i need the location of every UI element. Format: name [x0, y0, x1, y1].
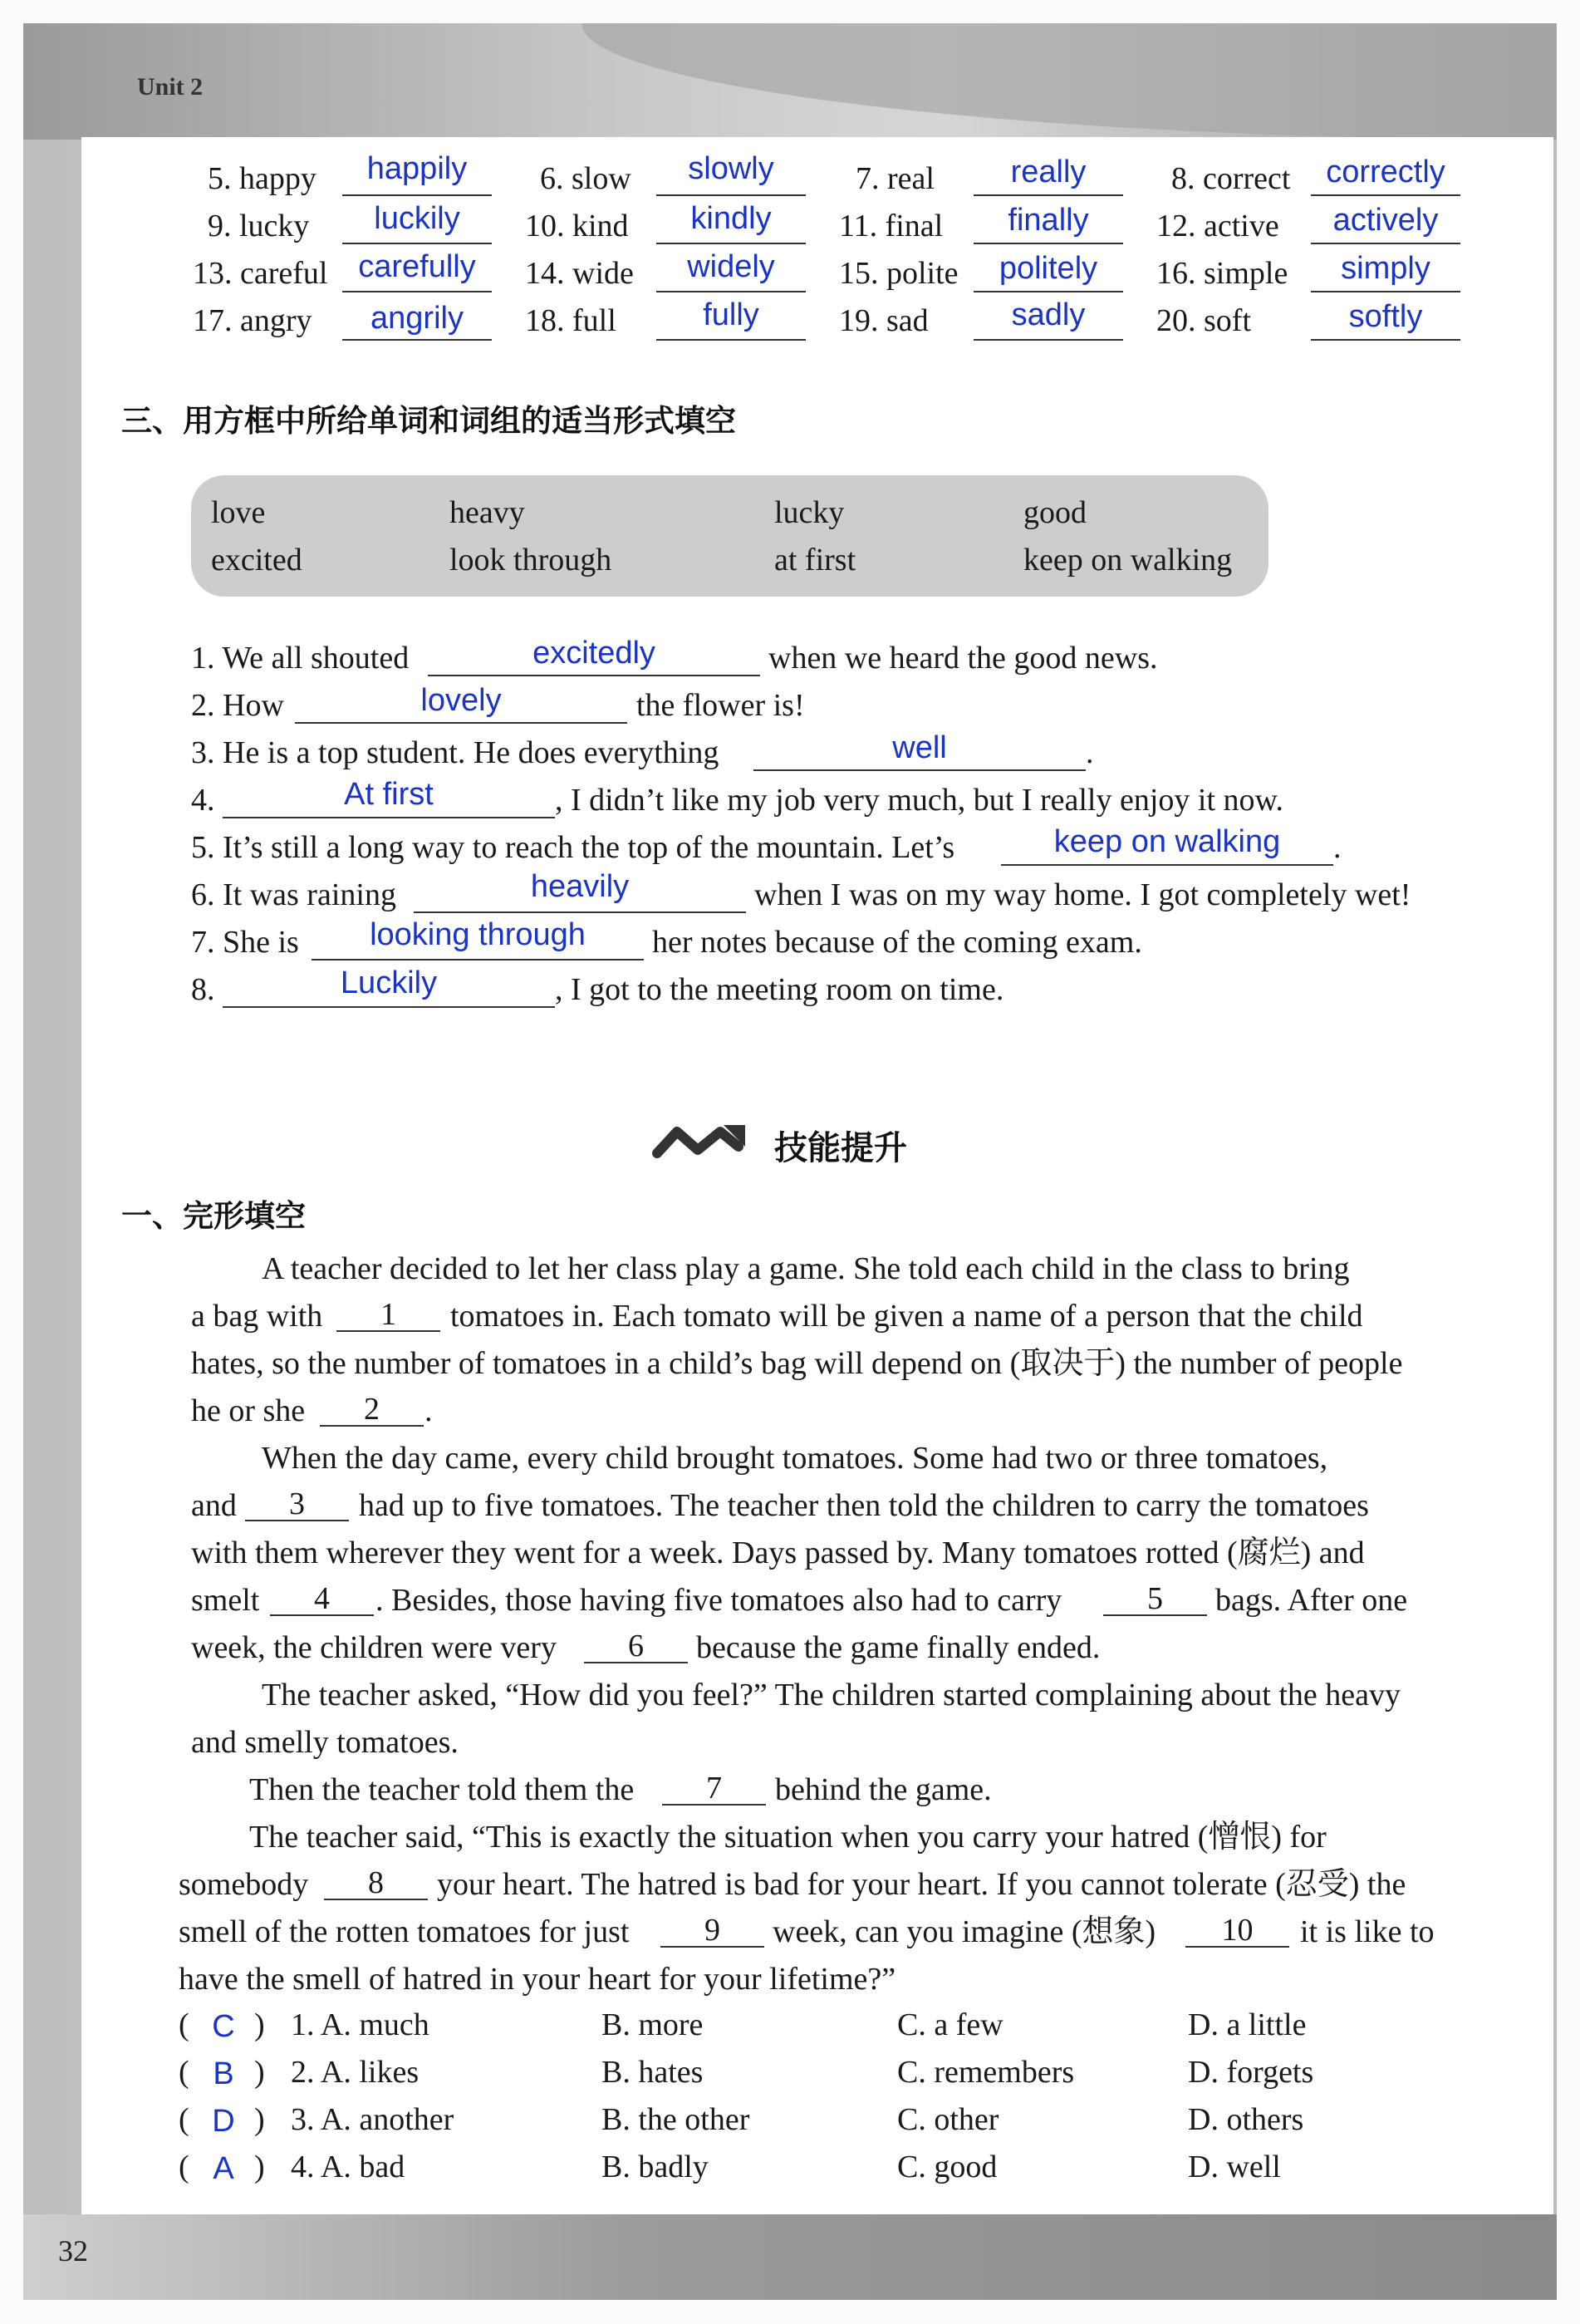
answer-line: [753, 769, 1086, 771]
sentence-text: 3. He is a top student. He does everything: [191, 735, 719, 770]
passage-line: When the day came, every child brought tomatoes. Some had two or three tomatoes,: [262, 1441, 1328, 1476]
sentence-text: 6. It was raining: [191, 877, 396, 912]
word-box: [191, 475, 1268, 597]
box-word: heavy: [449, 495, 525, 530]
adverb-answer: kindly: [690, 201, 772, 236]
adverb-answer: slowly: [688, 151, 774, 186]
answer-line: [428, 675, 760, 676]
sentence-text: 4.: [191, 783, 215, 818]
cloze-blank: [324, 1899, 428, 1900]
box-word: look through: [449, 543, 612, 577]
adverb-question: 8. correct: [1171, 161, 1291, 196]
adverb-answer: widely: [687, 249, 775, 284]
answer-line: [974, 243, 1123, 244]
cloze-blank: [662, 1804, 766, 1806]
fill-answer: keep on walking: [1053, 824, 1281, 859]
passage-line: . Besides, those having five tomatoes also had to carry: [375, 1583, 1062, 1618]
adverb-question: 17. angry: [193, 303, 312, 338]
choice-answer: D: [212, 2104, 235, 2139]
answer-line: [342, 243, 492, 244]
passage-line: tomatoes in. Each tomato will be given a name of a person that the child: [450, 1299, 1363, 1334]
passage-line: and smelly tomatoes.: [191, 1725, 459, 1760]
passage-line: have the smell of hatred in your heart for your lifetime?”: [179, 1962, 896, 1997]
cloze-blank-number: 6: [628, 1629, 644, 1663]
option-d: D. forgets: [1188, 2055, 1314, 2090]
answer-line: [974, 194, 1123, 196]
box-word: at first: [774, 543, 856, 577]
passage-line: smell of the rotten tomatoes for just: [179, 1914, 630, 1949]
sentence-text: 2. How: [191, 688, 284, 723]
choice-answer: A: [213, 2151, 234, 2186]
passage-line: somebody: [179, 1867, 309, 1902]
adverb-question: 15. polite: [839, 256, 959, 291]
answer-line: [974, 339, 1123, 341]
option-c: C. good: [897, 2150, 998, 2184]
option-a: 3. A. another: [291, 2102, 454, 2137]
passage-line: A teacher decided to let her class play a game. She told each child in the class to bring: [262, 1251, 1350, 1286]
choice-answer: B: [213, 2056, 234, 2091]
passage-line: .: [424, 1393, 433, 1428]
cloze-blank: [1103, 1614, 1207, 1616]
cloze-blank-number: 2: [364, 1392, 380, 1427]
fill-answer: looking through: [370, 917, 586, 952]
cloze-blank-number: 7: [706, 1771, 722, 1806]
sentence-text: 7. She is: [191, 925, 299, 960]
adverb-answer: politely: [999, 251, 1098, 286]
trend-arrow-icon: [652, 1120, 748, 1163]
passage-line: he or she: [191, 1393, 306, 1428]
answer-line: [656, 291, 806, 292]
passage-line: and: [191, 1488, 237, 1523]
page-number: 32: [58, 2234, 88, 2267]
adverb-question: 10. kind: [525, 209, 629, 243]
sentence-text: , I got to the meeting room on time.: [555, 972, 1004, 1007]
answer-line: [295, 722, 627, 724]
adverb-answer: fully: [703, 297, 759, 332]
paren: (: [179, 2150, 189, 2184]
passage-line: week, the children were very: [191, 1630, 557, 1665]
adverb-question: 9. lucky: [208, 209, 310, 243]
answer-line: [342, 291, 492, 292]
adverb-answer: carefully: [358, 249, 476, 284]
passage-line: it is like to: [1300, 1914, 1435, 1949]
answer-line: [656, 339, 806, 341]
option-d: D. a little: [1188, 2007, 1307, 2042]
passage-line: bags. After one: [1215, 1583, 1408, 1618]
sentence-text: her notes because of the coming exam.: [652, 925, 1142, 960]
fill-answer: Luckily: [340, 965, 438, 1000]
option-c: C. a few: [897, 2007, 1003, 2042]
cloze-blank-number: 9: [704, 1913, 720, 1948]
page-content: [81, 137, 1553, 2214]
option-b: B. badly: [601, 2150, 709, 2184]
option-b: B. hates: [601, 2055, 704, 2090]
adverb-question: 19. sad: [839, 303, 929, 338]
adverb-question: 20. soft: [1156, 303, 1251, 338]
passage-line: week, can you imagine (想象): [773, 1914, 1156, 1949]
adverb-answer: actively: [1332, 203, 1439, 238]
answer-line: [312, 959, 644, 961]
adverb-question: 5. happy: [208, 161, 316, 196]
passage-line: The teacher said, “This is exactly the situation when you carry your hatred (憎恨) for: [249, 1820, 1327, 1855]
fill-answer: excitedly: [532, 636, 655, 671]
answer-line: [656, 243, 806, 244]
adverb-question: 18. full: [525, 303, 616, 338]
option-c: C. other: [897, 2102, 999, 2137]
answer-line: [1311, 291, 1460, 292]
cloze-blank-number: 8: [368, 1865, 384, 1900]
option-d: D. well: [1188, 2150, 1281, 2184]
section-title: 三、用方框中所给单词和词组的适当形式填空: [121, 403, 736, 439]
sentence-text: 1. We all shouted: [191, 641, 410, 676]
passage-line: your heart. The hatred is bad for your heart. If you cannot tolerate (忍受) the: [437, 1867, 1406, 1902]
cloze-blank: [320, 1425, 424, 1427]
passage-line: because the game finally ended.: [696, 1630, 1101, 1665]
fill-answer: well: [892, 730, 947, 765]
adverb-question: 7. real: [856, 161, 935, 196]
cloze-blank-number: 5: [1147, 1581, 1163, 1616]
fill-answer: lovely: [420, 683, 502, 718]
box-word: keep on walking: [1023, 543, 1233, 577]
passage-line: behind the game.: [775, 1772, 992, 1807]
skill-heading: 技能提升: [774, 1129, 907, 1167]
cloze-blank: [270, 1614, 374, 1616]
cloze-blank: [584, 1662, 688, 1663]
adverb-answer: luckily: [374, 201, 460, 236]
paren: ): [254, 2055, 265, 2090]
paren: ): [254, 2102, 265, 2137]
sentence-text: .: [1333, 830, 1342, 865]
adverb-answer: correctly: [1326, 155, 1445, 189]
answer-line: [342, 194, 492, 196]
adverb-question: 14. wide: [525, 256, 634, 291]
answer-line: [1311, 243, 1460, 244]
box-word: excited: [211, 543, 302, 577]
passage-line: with them wherever they went for a week. Days passed by. Many tomatoes rotted (腐烂) and: [191, 1535, 1365, 1570]
answer-line: [342, 339, 492, 341]
answer-line: [1311, 194, 1460, 196]
option-a: 4. A. bad: [291, 2150, 405, 2184]
cloze-title: 一、完形填空: [121, 1198, 306, 1234]
sentence-text: 5. It’s still a long way to reach the top of the mountain. Let’s: [191, 830, 955, 865]
option-b: B. more: [601, 2007, 704, 2042]
adverb-question: 16. simple: [1156, 256, 1288, 291]
answer-line: [414, 911, 746, 913]
box-word: love: [211, 495, 266, 530]
option-a: 1. A. much: [291, 2007, 429, 2042]
paren: (: [179, 2102, 189, 2137]
choice-answer: C: [212, 2009, 235, 2044]
footer-band: [23, 2214, 1557, 2300]
cloze-blank-number: 10: [1221, 1913, 1254, 1948]
unit-label: Unit 2: [137, 73, 204, 101]
cloze-blank-number: 4: [314, 1581, 330, 1616]
paren: (: [179, 2055, 189, 2090]
passage-line: Then the teacher told them the: [249, 1772, 635, 1807]
box-word: lucky: [774, 495, 845, 530]
fill-answer: At first: [344, 777, 434, 812]
cloze-blank: [336, 1330, 440, 1332]
adverb-answer: softly: [1348, 299, 1423, 334]
cloze-blank: [1185, 1946, 1289, 1948]
sentence-text: when we heard the good news.: [768, 641, 1158, 676]
cloze-blank: [660, 1946, 764, 1948]
paren: ): [254, 2007, 265, 2042]
paren: ): [254, 2150, 265, 2184]
passage-line: had up to five tomatoes. The teacher then told the children to carry the tomatoes: [359, 1488, 1369, 1523]
answer-line: [974, 291, 1123, 292]
paren: (: [179, 2007, 189, 2042]
option-b: B. the other: [601, 2102, 750, 2137]
passage-line: a bag with: [191, 1299, 323, 1334]
adverb-answer: sadly: [1011, 297, 1086, 332]
adverb-question: 12. active: [1156, 209, 1279, 243]
adverb-answer: finally: [1008, 203, 1089, 238]
adverb-question: 13. careful: [193, 256, 328, 291]
answer-line: [1311, 339, 1460, 341]
answer-line: [223, 817, 555, 818]
option-d: D. others: [1188, 2102, 1304, 2137]
sentence-text: , I didn’t like my job very much, but I really enjoy it now.: [555, 783, 1284, 818]
adverb-answer: angrily: [370, 301, 464, 336]
answer-line: [656, 194, 806, 196]
adverb-answer: really: [1010, 155, 1087, 189]
adverb-answer: happily: [366, 151, 468, 186]
adverb-question: 6. slow: [540, 161, 631, 196]
box-word: good: [1023, 495, 1087, 530]
passage-line: hates, so the number of tomatoes in a child’s bag will depend on (取决于) the number of people: [191, 1346, 1403, 1381]
adverb-answer: simply: [1341, 251, 1430, 286]
fill-answer: heavily: [530, 869, 630, 904]
passage-line: smelt: [191, 1583, 260, 1618]
option-a: 2. A. likes: [291, 2055, 420, 2090]
sentence-text: the flower is!: [636, 688, 805, 723]
sentence-text: 8.: [191, 972, 215, 1007]
adverb-question: 11. final: [839, 209, 944, 243]
sentence-text: when I was on my way home. I got completely wet!: [754, 877, 1411, 912]
cloze-blank: [245, 1520, 349, 1521]
answer-line: [223, 1006, 555, 1008]
answer-line: [1001, 864, 1333, 866]
option-c: C. remembers: [897, 2055, 1075, 2090]
cloze-blank-number: 1: [380, 1297, 396, 1332]
passage-line: The teacher asked, “How did you feel?” The children started complaining about the heavy: [262, 1678, 1401, 1712]
cloze-blank-number: 3: [289, 1486, 305, 1521]
sentence-text: .: [1086, 735, 1094, 770]
